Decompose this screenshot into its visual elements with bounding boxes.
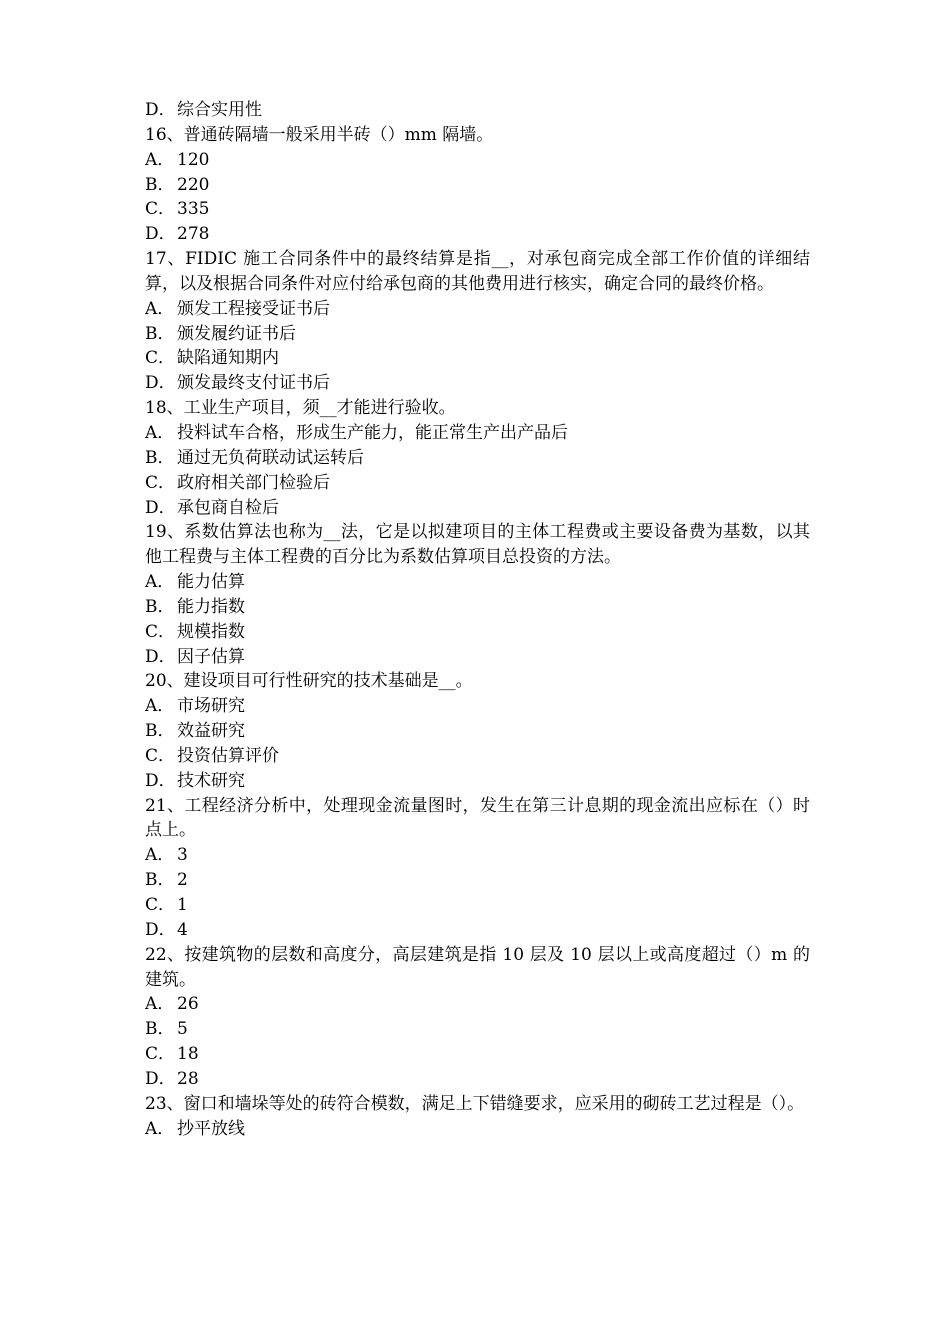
answer-option xyxy=(145,1042,810,1067)
option-letter: D． xyxy=(145,770,176,791)
option-text: 效益研究 xyxy=(177,721,245,742)
answer-option xyxy=(145,744,810,769)
option-letter: B． xyxy=(145,174,175,195)
option-text: 220 xyxy=(177,174,210,195)
answer-option xyxy=(145,421,810,446)
option-text: 政府相关部门检验后 xyxy=(177,472,330,493)
option-text: 通过无负荷联动试运转后 xyxy=(177,447,364,468)
question-stem: 17、FIDIC 施工合同条件中的最终结算是指__，对承包商完成全部工作价值的详细结算，以及根据合同条件对应付给承包商的其他费用进行核实，确定合同的最终价格。 xyxy=(145,249,810,294)
option-text: 抄平放线 xyxy=(177,1118,245,1139)
answer-option xyxy=(145,173,810,198)
option-text: 规模指数 xyxy=(177,621,245,642)
option-letter: D． xyxy=(145,224,176,245)
option-letter: C． xyxy=(145,472,176,493)
option-letter: C． xyxy=(145,745,176,766)
option-letter: B． xyxy=(145,323,175,344)
question-stem: 16、普通砖隔墙一般采用半砖（）mm 隔墙。 xyxy=(145,124,494,145)
option-letter: A． xyxy=(145,696,175,717)
option-letter: C． xyxy=(145,895,176,915)
answer-option xyxy=(145,1017,810,1042)
answer-option xyxy=(145,843,810,868)
answer-option xyxy=(145,992,810,1017)
option-letter: C． xyxy=(145,348,176,369)
answer-option xyxy=(145,645,810,670)
option-letter: A． xyxy=(145,1118,175,1139)
option-text: 投料试车合格，形成生产能力，能正常生产出产品后 xyxy=(177,422,568,443)
option-text: 18 xyxy=(177,1044,199,1065)
option-text: 3 xyxy=(177,845,188,866)
option-letter: B． xyxy=(145,1019,175,1040)
option-text: 市场研究 xyxy=(177,696,245,717)
option-letter: B． xyxy=(145,870,175,891)
option-text: 1 xyxy=(177,895,188,915)
answer-option xyxy=(145,197,810,222)
question-stem: 20、建设项目可行性研究的技术基础是__。 xyxy=(145,671,473,692)
answer-option xyxy=(145,346,810,371)
option-text: 2 xyxy=(177,870,188,891)
answer-option xyxy=(145,1067,810,1092)
answer-option xyxy=(145,446,810,471)
answer-option xyxy=(145,918,810,943)
option-letter: B． xyxy=(145,596,175,617)
option-text: 投资估算评价 xyxy=(177,745,279,766)
option-text: 颁发最终支付证书后 xyxy=(177,373,330,394)
option-text: 120 xyxy=(177,149,210,170)
answer-option xyxy=(145,1117,810,1142)
answer-option xyxy=(145,769,810,794)
option-letter: B． xyxy=(145,721,175,742)
answer-option xyxy=(145,98,810,123)
option-text: 承包商自检后 xyxy=(177,497,279,518)
option-letter: A． xyxy=(145,149,175,170)
option-text: 278 xyxy=(177,224,210,245)
option-letter: A． xyxy=(145,422,175,443)
question-stem: 19、系数估算法也称为__法，它是以拟建项目的主体工程费或主要设备费为基数，以其他工程费与主体工程费的百分比为系数估算项目总投资的方法。 xyxy=(145,522,810,568)
option-text: 5 xyxy=(177,1019,188,1040)
option-text: 能力估算 xyxy=(177,572,245,593)
option-text: 缺陷通知期内 xyxy=(177,348,279,369)
answer-option xyxy=(145,471,810,496)
option-text: 技术研究 xyxy=(177,770,245,791)
answer-option xyxy=(145,496,810,521)
option-text: 颁发履约证书后 xyxy=(177,323,296,344)
option-text: 综合实用性 xyxy=(177,100,262,120)
answer-option xyxy=(145,148,810,173)
option-text: 因子估算 xyxy=(177,646,245,667)
answer-option xyxy=(145,694,810,719)
question-stem: 22、按建筑物的层数和高度分，高层建筑是指 10 层及 10 层以上或高度超过（）m 的建筑。 xyxy=(145,944,810,990)
option-letter: C． xyxy=(145,1044,176,1065)
option-text: 335 xyxy=(177,199,210,220)
answer-option xyxy=(145,297,810,322)
answer-option xyxy=(145,222,810,247)
option-letter: D． xyxy=(145,373,176,394)
document-page xyxy=(145,98,810,1141)
option-letter: D． xyxy=(145,100,176,120)
answer-option xyxy=(145,620,810,645)
question-stem: 23、窗口和墙垛等处的砖符合模数，满足上下错缝要求，应采用的砌砖工艺过程是（）。 xyxy=(145,1093,805,1114)
answer-option xyxy=(145,371,810,396)
answer-option xyxy=(145,719,810,744)
answer-option xyxy=(145,893,810,918)
question-stem: 21、工程经济分析中，处理现金流量图时，发生在第三计息期的现金流出应标在（）时点上。 xyxy=(145,795,810,841)
answer-option xyxy=(145,322,810,347)
option-letter: D． xyxy=(145,919,176,940)
option-text: 颁发工程接受证书后 xyxy=(177,298,330,319)
option-text: 能力指数 xyxy=(177,596,245,617)
option-letter: D． xyxy=(145,1068,176,1089)
answer-option xyxy=(145,595,810,620)
option-letter: A． xyxy=(145,994,175,1015)
answer-option xyxy=(145,570,810,595)
answer-option xyxy=(145,868,810,893)
option-letter: C． xyxy=(145,621,176,642)
question-stem: 18、工业生产项目，须__才能进行验收。 xyxy=(145,398,456,419)
option-letter: D． xyxy=(145,646,176,667)
option-letter: B． xyxy=(145,447,175,468)
option-letter: A． xyxy=(145,572,175,593)
option-text: 4 xyxy=(177,919,188,940)
option-letter: A． xyxy=(145,845,175,866)
option-text: 28 xyxy=(177,1068,199,1089)
option-letter: A． xyxy=(145,298,175,319)
option-letter: C． xyxy=(145,199,176,220)
option-letter: D． xyxy=(145,497,176,518)
option-text: 26 xyxy=(177,994,199,1015)
